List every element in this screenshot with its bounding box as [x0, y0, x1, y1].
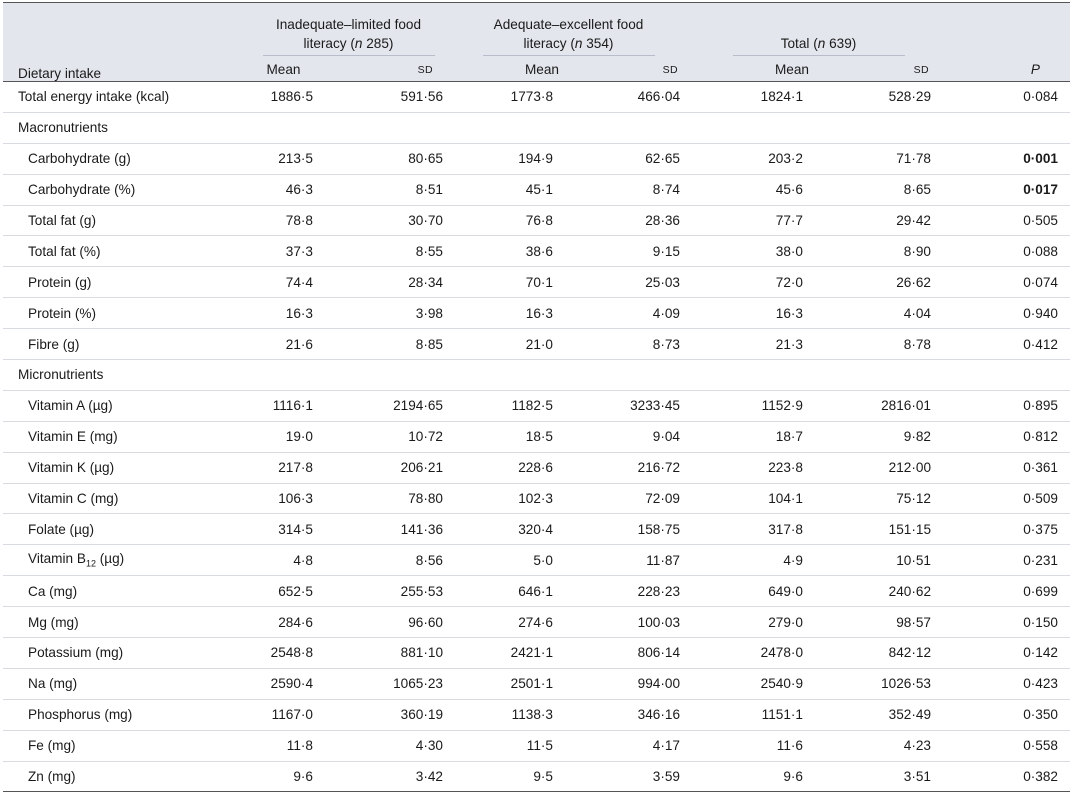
sd-inadequate-cell: 8·85 [415, 336, 443, 352]
sd-inadequate-cell: 96·60 [408, 614, 443, 630]
table-row [3, 638, 1070, 669]
empty-cell [943, 112, 1070, 143]
sd-total-cell: 26·62 [896, 274, 931, 290]
p-value-cell: 0·017 [1023, 182, 1058, 198]
group1-n-value: 285) [362, 36, 394, 51]
mean-total-cell: 317·8 [768, 521, 803, 537]
mean-inadequate-cell: 1167·0 [271, 707, 313, 723]
table-row [3, 545, 1070, 576]
column-header-dietary-intake: Dietary intake [3, 58, 254, 82]
mean-adequate-cell: 16·3 [525, 305, 553, 321]
table-row [3, 576, 1070, 607]
row-label: Carbohydrate (g) [28, 151, 131, 167]
column-header-p-value: P [943, 58, 1070, 82]
table-row [3, 267, 1070, 298]
sd-inadequate-cell: 80·65 [408, 151, 443, 167]
row-label: Protein (g) [28, 274, 92, 290]
mean-total-cell: 16·3 [775, 305, 803, 321]
group-header-total [694, 3, 943, 59]
p-value-cell: 0·412 [1023, 336, 1058, 352]
sd-inadequate-cell: 881·10 [400, 645, 443, 661]
mean-inadequate-cell: 4·8 [293, 552, 313, 568]
group2-title-line1: Adequate–excellent food [493, 17, 644, 32]
empty-cell [443, 360, 563, 391]
row-label: Vitamin A (µg) [28, 398, 113, 414]
table-row [3, 236, 1070, 267]
p-value-cell: 0·812 [1023, 429, 1058, 445]
mean-inadequate-cell: 11·8 [286, 738, 313, 754]
empty-cell [694, 360, 813, 391]
mean-inadequate-cell: 21·6 [285, 336, 313, 352]
p-value-cell: 0·001 [1023, 151, 1058, 167]
row-label: Vitamin E (mg) [28, 429, 118, 445]
group2-n-label: n [574, 36, 583, 51]
mean-adequate-cell: 194·9 [518, 151, 553, 167]
header-group-row [3, 3, 1070, 59]
p-value-cell: 0·509 [1023, 491, 1058, 507]
mean-inadequate-cell: 2548·8 [270, 645, 313, 661]
mean-adequate-cell: 228·6 [518, 460, 553, 476]
table-row [3, 452, 1070, 483]
p-value-cell: 0·699 [1023, 583, 1058, 599]
mean-inadequate-cell: 213·5 [278, 151, 313, 167]
sd-adequate-cell: 8·74 [652, 182, 680, 198]
mean-adequate-cell: 38·6 [525, 243, 553, 259]
sd-inadequate-cell: 255·53 [400, 583, 443, 599]
p-value-cell: 0·375 [1023, 521, 1058, 537]
column-header-sd-3: SD [813, 58, 943, 82]
mean-adequate-cell: 1773·8 [510, 89, 553, 105]
sd-adequate-cell: 994·00 [637, 676, 680, 692]
sd-total-cell: 75·12 [896, 491, 931, 507]
sd-adequate-cell: 4·09 [652, 305, 680, 321]
empty-cell [254, 360, 313, 391]
mean-total-cell: 2540·9 [760, 676, 803, 692]
table-row [3, 174, 1070, 205]
mean-adequate-cell: 76·8 [525, 213, 553, 228]
mean-adequate-cell: 102·3 [518, 491, 553, 507]
mean-total-cell: 9·6 [783, 769, 803, 785]
sd-adequate-cell: 28·36 [645, 213, 680, 228]
mean-total-cell: 203·2 [768, 151, 803, 167]
table-row [3, 205, 1070, 236]
sd-adequate-cell: 62·65 [645, 151, 680, 167]
mean-total-cell: 11·6 [776, 738, 803, 754]
sd-total-cell: 4·04 [903, 305, 931, 321]
sd-inadequate-cell: 8·55 [415, 243, 443, 259]
sd-total-cell: 8·65 [903, 182, 931, 198]
group2-title-line2-pre: literacy ( [523, 36, 575, 51]
table-row [3, 390, 1070, 421]
sd-total-cell: 240·62 [888, 583, 931, 599]
mean-total-cell: 1824·1 [760, 89, 803, 105]
sd-adequate-cell: 11·87 [646, 552, 680, 568]
column-header-mean-2: Mean [443, 58, 563, 82]
header-spacer [3, 3, 254, 59]
empty-cell [254, 112, 313, 143]
group3-title: Total ( [780, 36, 818, 51]
sd-total-cell: 10·51 [896, 552, 931, 568]
sd-adequate-cell: 8·73 [652, 336, 680, 352]
section-label: Macronutrients [18, 120, 108, 136]
mean-adequate-cell: 1138·3 [511, 707, 553, 723]
column-header-mean-1: Mean [254, 58, 313, 82]
mean-adequate-cell: 2501·1 [510, 676, 553, 692]
table-row [3, 82, 1070, 113]
sd-adequate-cell: 3233·45 [630, 398, 680, 414]
row-label: Vitamin C (mg) [28, 491, 119, 507]
mean-inadequate-cell: 284·6 [278, 614, 313, 630]
sd-inadequate-cell: 206·21 [400, 460, 443, 476]
column-header-sd-2: SD [563, 58, 694, 82]
mean-inadequate-cell: 106·3 [278, 491, 313, 507]
sd-inadequate-cell: 141·36 [400, 521, 443, 537]
p-value-cell: 0·423 [1023, 676, 1058, 692]
table-row [3, 668, 1070, 699]
row-label: Fibre (g) [28, 336, 80, 352]
mean-adequate-cell: 21·0 [525, 336, 553, 352]
sd-total-cell: 9·82 [903, 429, 931, 445]
row-label: Folate (µg) [28, 521, 95, 537]
sd-total-cell: 71·78 [896, 151, 931, 167]
sd-inadequate-cell: 360·19 [400, 707, 443, 723]
row-label [3, 545, 254, 576]
sd-adequate-cell: 100·03 [637, 614, 680, 630]
sd-inadequate-cell: 3·98 [415, 305, 443, 321]
group1-n-label: n [354, 36, 363, 51]
p-value-cell: 0·074 [1023, 274, 1058, 290]
sd-total-cell: 8·90 [903, 243, 931, 259]
sd-total-cell: 1026·53 [881, 676, 931, 692]
sd-adequate-cell: 9·15 [652, 243, 680, 259]
group1-title-line2-pre: literacy ( [303, 36, 355, 51]
sd-inadequate-cell: 30·70 [408, 213, 443, 228]
table-row [3, 421, 1070, 452]
sd-inadequate-cell: 8·56 [415, 552, 443, 568]
row-label: Na (mg) [28, 676, 78, 692]
empty-cell [694, 112, 813, 143]
mean-total-cell: 279·0 [768, 614, 803, 630]
table-row [3, 699, 1070, 730]
p-value-cell: 0·505 [1023, 213, 1058, 228]
sd-adequate-cell: 3·59 [652, 769, 680, 785]
sd-inadequate-cell: 4·30 [415, 738, 443, 754]
column-header-mean-3: Mean [694, 58, 813, 82]
table-row [3, 483, 1070, 514]
sd-total-cell: 212·00 [888, 460, 931, 476]
sd-total-cell: 4·23 [903, 738, 931, 754]
mean-total-cell: 45·6 [775, 182, 803, 198]
empty-cell [813, 360, 943, 391]
mean-inadequate-cell: 652·5 [278, 583, 313, 599]
sd-total-cell: 98·57 [896, 614, 931, 630]
mean-inadequate-cell: 46·3 [285, 182, 313, 198]
mean-adequate-cell: 1182·5 [511, 398, 553, 414]
empty-cell [563, 360, 694, 391]
group3-n-label: n [817, 36, 826, 51]
header-column-row [3, 58, 1070, 82]
row-label: Protein (%) [28, 305, 96, 321]
sd-inadequate-cell: 3·42 [415, 769, 443, 785]
mean-inadequate-cell: 1116·1 [272, 398, 313, 414]
p-value-cell: 0·142 [1023, 645, 1058, 661]
mean-adequate-cell: 45·1 [525, 182, 553, 198]
mean-inadequate-cell: 16·3 [285, 305, 313, 321]
column-header-sd-1: SD [313, 58, 443, 82]
sd-inadequate-cell: 28·34 [408, 274, 443, 290]
sd-adequate-cell: 4·17 [652, 738, 680, 754]
table-row [3, 514, 1070, 545]
mean-adequate-cell: 274·6 [518, 614, 553, 630]
sd-inadequate-cell: 8·51 [415, 182, 443, 198]
sd-total-cell: 8·78 [903, 336, 931, 352]
mean-total-cell: 104·1 [768, 491, 803, 507]
mean-inadequate-cell: 74·4 [285, 274, 313, 290]
mean-inadequate-cell: 78·8 [285, 213, 313, 228]
table-row [3, 329, 1070, 360]
mean-total-cell: 77·7 [775, 213, 803, 228]
sd-adequate-cell: 72·09 [645, 491, 680, 507]
mean-total-cell: 649·0 [768, 583, 803, 599]
p-value-cell: 0·895 [1023, 398, 1058, 414]
sd-total-cell: 2816·01 [881, 398, 931, 414]
mean-total-cell: 72·0 [775, 274, 803, 290]
row-label: Vitamin K (µg) [28, 460, 115, 476]
empty-cell [563, 112, 694, 143]
mean-adequate-cell: 320·4 [518, 521, 553, 537]
row-label: Potassium (mg) [28, 645, 124, 661]
p-value-cell: 0·361 [1023, 460, 1058, 476]
table-body [3, 82, 1070, 792]
empty-cell [943, 360, 1070, 391]
sd-inadequate-cell: 591·56 [400, 89, 443, 105]
empty-cell [313, 360, 443, 391]
sd-total-cell: 842·12 [888, 645, 931, 661]
mean-total-cell: 38·0 [775, 243, 803, 259]
mean-total-cell: 18·7 [775, 429, 803, 445]
row-label: Total fat (%) [28, 243, 101, 259]
sd-total-cell: 29·42 [896, 213, 931, 228]
empty-cell [813, 112, 943, 143]
sd-inadequate-cell: 78·80 [408, 491, 443, 507]
mean-adequate-cell: 11·5 [526, 738, 553, 754]
sd-adequate-cell: 9·04 [652, 429, 680, 445]
mean-total-cell: 4·9 [783, 552, 803, 568]
mean-inadequate-cell: 217·8 [278, 460, 313, 476]
sd-inadequate-cell: 1065·23 [393, 676, 443, 692]
row-label: Total energy intake (kcal) [18, 89, 170, 105]
p-value-cell: 0·231 [1023, 552, 1058, 568]
sd-adequate-cell: 806·14 [637, 645, 680, 661]
row-label: Mg (mg) [28, 614, 79, 630]
table-row [3, 143, 1070, 174]
group3-n-value: 639) [825, 36, 857, 51]
table-row [3, 607, 1070, 638]
sd-adequate-cell: 216·72 [637, 460, 680, 476]
mean-total-cell: 1152·9 [761, 398, 803, 414]
mean-adequate-cell: 2421·1 [510, 645, 553, 661]
mean-total-cell: 2478·0 [760, 645, 803, 661]
sd-total-cell: 352·49 [888, 707, 931, 723]
p-value-cell: 0·350 [1023, 707, 1058, 723]
row-label: Phosphorus (mg) [28, 707, 133, 723]
table-row [3, 761, 1070, 792]
row-label: Fe (mg) [28, 738, 76, 754]
mean-adequate-cell: 646·1 [518, 583, 553, 599]
section-row [3, 360, 1070, 391]
row-label: Carbohydrate (%) [28, 182, 136, 198]
row-label: Zn (mg) [28, 769, 76, 785]
group2-n-value: 354) [582, 36, 614, 51]
group1-title-line1: Inadequate–limited food [275, 17, 422, 32]
table-row [3, 730, 1070, 761]
sd-adequate-cell: 158·75 [637, 521, 680, 537]
section-label: Micronutrients [18, 367, 104, 383]
sd-adequate-cell: 466·04 [637, 89, 680, 105]
p-value-cell: 0·150 [1023, 614, 1058, 630]
mean-inadequate-cell: 37·3 [285, 243, 313, 259]
p-value-cell: 0·558 [1023, 738, 1058, 754]
group-header-adequate [443, 3, 694, 59]
mean-inadequate-cell: 9·6 [293, 769, 313, 785]
mean-inadequate-cell: 1886·5 [270, 89, 313, 105]
sd-adequate-cell: 25·03 [645, 274, 680, 290]
row-label: Total fat (g) [28, 213, 96, 228]
p-value-cell: 0·084 [1023, 89, 1058, 105]
sd-total-cell: 528·29 [888, 89, 931, 105]
dietary-intake-table [3, 2, 1070, 792]
table-row [3, 298, 1070, 329]
sd-total-cell: 3·51 [903, 769, 931, 785]
mean-total-cell: 1151·1 [761, 707, 803, 723]
row-label-text: Vitamin B [28, 551, 86, 567]
mean-inadequate-cell: 314·5 [278, 521, 313, 537]
p-value-cell: 0·382 [1023, 769, 1058, 785]
sd-inadequate-cell: 2194·65 [393, 398, 443, 414]
mean-inadequate-cell: 19·0 [285, 429, 313, 445]
empty-cell [313, 112, 443, 143]
section-row [3, 112, 1070, 143]
mean-adequate-cell: 9·5 [533, 769, 553, 785]
sd-total-cell: 151·15 [888, 521, 931, 537]
p-value-cell: 0·088 [1023, 243, 1058, 259]
p-value-cell: 0·940 [1023, 305, 1058, 321]
row-label: Ca (mg) [28, 583, 78, 599]
row-label-subscript: 12 [85, 559, 96, 570]
mean-total-cell: 223·8 [768, 460, 803, 476]
header-spacer-p [943, 3, 1070, 59]
empty-cell [443, 112, 563, 143]
sd-inadequate-cell: 10·72 [408, 429, 443, 445]
mean-adequate-cell: 18·5 [525, 429, 553, 445]
row-label-unit: (µg) [95, 551, 125, 567]
sd-adequate-cell: 228·23 [637, 583, 680, 599]
mean-adequate-cell: 70·1 [525, 274, 553, 290]
mean-adequate-cell: 5·0 [533, 552, 553, 568]
group-header-inadequate [254, 3, 443, 59]
mean-total-cell: 21·3 [775, 336, 803, 352]
sd-adequate-cell: 346·16 [637, 707, 680, 723]
mean-inadequate-cell: 2590·4 [270, 676, 313, 692]
